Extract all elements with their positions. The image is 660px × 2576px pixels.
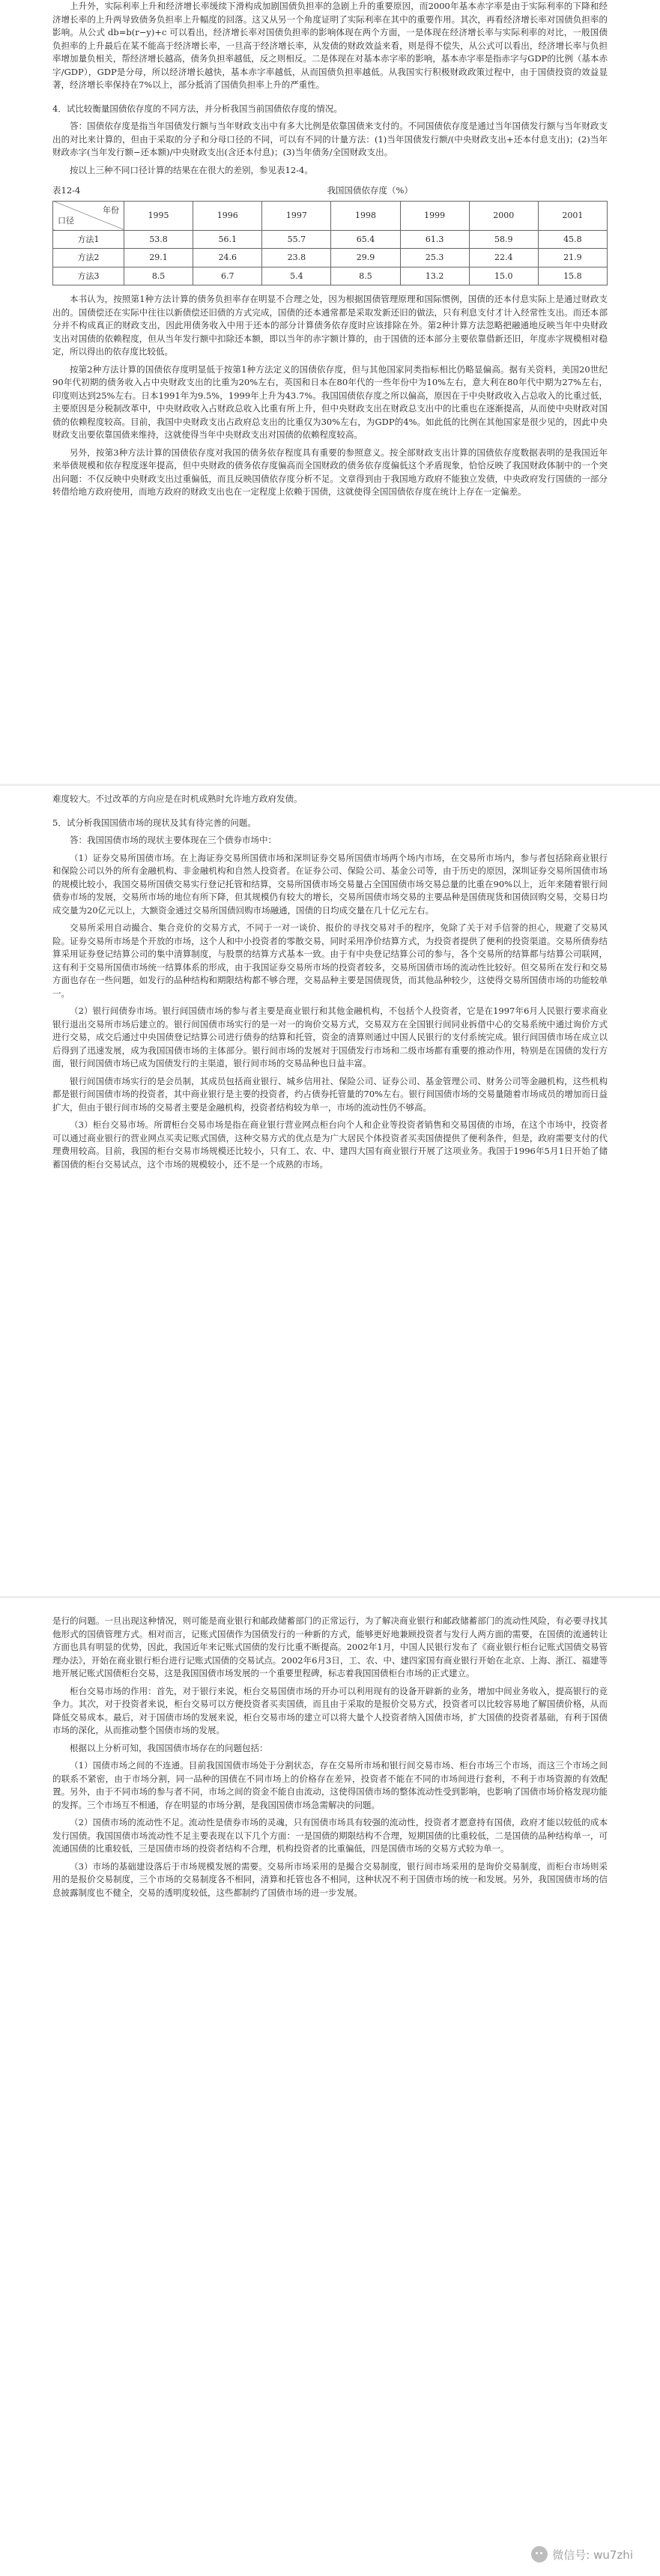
year-header: 2000 — [469, 201, 538, 230]
paragraph: 难度较大。不过改革的方向应是在时机成熟时允许地方政府发债。 — [52, 793, 303, 804]
corner-label-year: 年份 — [103, 205, 119, 215]
paragraph: 银行间国债市场实行的是会员制，其成员包括商业银行、城乡信用社、保险公司、证券公司、基金管理公司、财务公司等金融机构，这些机构都是银行间国债市场的投资者，其中商业银行是主要的投资者，约占债券托管量的70%左右。银行间国债市场的交易量随着市场成员的增加而日益扩大，但由于银行间市场的交易者主要是金融机构，投资者结构较为单一，市场的流动性仍不够高。 — [52, 1075, 608, 1113]
table-header-row — [53, 201, 608, 230]
table-cell: 15.0 — [469, 267, 538, 285]
table-cell: 55.7 — [262, 230, 331, 249]
paragraph: 按第2种方法计算的国债依存度明显低于按第1种方法定义的国债依存度，但与其他国家同类指标相比仍略显偏高。据有关资料，美国20世纪90年代初期的债务收入占中央财政支出的比重为20%左右，英国和日本在80年代的一些年份中为10%左右，意大利在80年代中期为27%左右，印度则达到25%左右。日本1991年为9.5%，1999年上升为43.7%。我国国债依存度之所以偏高，原因在于中央财政收入占总收入的比重过低，主要原因是分税制改革中，中央财政收入占财政总收入比重有所上升，但中央财政支出在财政总支出中的比重也在逐渐提高，从而使中央财政对国债的依赖程度较高。目前，我国中央财政支出占政府总支出的比重仅为30%左右，为GDP的4%。如此低的比例在其他国家是很少见的，因此中央财政支出要依靠国债来维持，这就使得当年中央财政支出对国债的依赖程度较高。 — [52, 363, 608, 440]
document-page-2 — [0, 793, 660, 1579]
table-cell: 29.9 — [331, 249, 400, 267]
table-cell: 13.2 — [400, 267, 469, 285]
table-cell: 29.1 — [124, 249, 193, 267]
paragraph: 上升外，实际利率上升和经济增长率缓续下滑构成加剧国债负担率的急剧上升的重要原因，而2000年基本赤字率是由于实际利率的下降和经济增长率的上升两导致债务负担率上升幅度的回落。这又从另一个角度证明了实际利率在其中的重要作用。其次，再看经济增长率对国债负担率的影响。从公式 db=b(r−y)+c 可以看出，经济增长率对国债负担率的影响体现在两个方面，一是体现在经济增长率与实际利率的对比，一般国债负担率的上升最后在某不能高于经济增长率，一旦高于经济增长率，从发债的财政效益来看，则是得不偿失，从公式可以看出，经济增长率与负担率增加量负相关，帮经济增长越高，债务负担率越低，反之则相反。二是体现在对基本赤字率的影响，基本赤字率是指赤字与GDP的比例（基本赤字/GDP），GDP是分母，所以经济增长越快，基本赤字率越低，从而国债负担率越低。从我国实行积极财政政策过程中，由于国债投资的效益显著，经济增长率保持在7%以上，部分抵消了国债负担率上升的严重性。 — [52, 1, 608, 90]
paragraph: （3）市场的基础建设落后于市场规模发展的需要。交易所市场采用的是撮合交易制度，银行间市场采用的是询价交易制度，而柜台市场则采用的是报价交易制度，三个市场的交易制度各不相同，清算和托管也各不相同，这种状况不利于国债市场的统一和发展。另外，我国国债市场的信息披露制度也不健全，交易的透明度较低，这些都制约了国债市场的进一步发展。 — [52, 1860, 608, 1898]
paragraph: 交易所采用自动撮合、集合竞价的交易方式，不同于一对一谈价、报价的寻找交易对手的程序，免除了关于对手信誉的担心，规避了交易风险。证券交易所市场是个开放的市场，这个人和中小投资者的零散交易，同时采用净价结算方式，为投资者提供了便利的投资渠道。交易所债券结算采用证券登记结算公司的集中清算制度，与股票的结算方式基本一致。由于有中央登记结算公司的参与，各个交易所的结算都与结算公司联网，这有利于交易所国债市场统一结算体系的形成，由于我国证券交易所市场的投资者较多，交易所国债市场的流动性比较好。但交易所在发行和交易方面也存在一些问题，如发行的品种结构和期限结构都不够合理，交易品种主要是国债现货，而其他品种较少，这使得交易所国债市场的功能较单一。 — [52, 922, 608, 999]
table-title — [52, 184, 608, 198]
year-header: 1998 — [331, 201, 400, 230]
table-cell: 22.4 — [469, 249, 538, 267]
paragraph: （2）国债市场的流动性不足。流动性是债券市场的灵魂，只有国债市场具有较强的流动性，投资者才愿意持有国债，政府才能以较低的成本发行国债。我国国债市场流动性不足主要表现在以下几个方面：一是国债的期限结构不合理，短期国债的比重较低，二是国债的品种结构单一，可流通国债的比重较低，三是国债市场的投资者结构不合理，机构投资者的比重偏低，四是国债市场的交易方式较为单一。 — [52, 1817, 608, 1854]
table-cell: 53.8 — [124, 230, 193, 249]
page-separator — [0, 1596, 660, 1598]
paragraph: 答：国债依存度是指当年国债发行额与当年财政支出中有多大比例是依靠国债来支付的。不同国债依存度是通过当年国债发行额与当年财政支出的对比来计算的，但由于采取的分子和分母口径的不同，可以有不同的计量方法：(1)当年国债发行额/(中央财政支出+还本付息支出)；(2)当年财政赤字(当年发行额−还本额)/中央财政支出(含还本付息)；(3)当年债务/全国财政支出。 — [52, 121, 608, 157]
table-cell: 65.4 — [331, 230, 400, 249]
paragraph: 是行的问题。一旦出现这种情况，则可能是商业银行和邮政储蓄部门的正常运行，为了解决商业银行和邮政储蓄部门的流动性风险，有必要寻找其他形式的国债管理方式。相对而言，记账式国债作为国债发行的一种新的方式，能够更好地兼顾投资者与发行人两方面的需要，在国债的流通转让方面也具有明显的优势，因此，我国近年来记账式国债的发行比重不断提高。2002年1月，中国人民银行发布了《商业银行柜台记账式国债交易管理办法》，开始在商业银行柜台进行记账式国债的交易试点。2002年6月3日，工、农、中、建四家国有商业银行开始在北京、上海、浙江、福建等地开展记账式国债柜台交易，这是我国国债市场发展的一个重要里程碑，标志着我国国债柜台市场的正式建立。 — [52, 1615, 608, 1678]
table-corner-cell — [53, 201, 124, 230]
table-cell: 15.8 — [538, 267, 607, 285]
paragraph: （1）国债市场之间的不连通。目前我国国债市场处于分割状态，存在交易所市场和银行间交易市场、柜台市场三个市场，而这三个市场之间的联系不紧密，由于市场分割，同一品种的国债在不同市场上的价格存在差异，投资者不能在不同的市场间进行套利，不利于市场资源的有效配置。另外，由于不同市场的参与者不同，市场之间的资金不能自由流动，这使得国债市场的整体流动性受到影响，也影响了国债市场价格发现功能的发挥。三个市场互不相通，存在明显的市场分割，是我国国债市场急需解决的问题。 — [52, 1760, 608, 1810]
year-header: 1999 — [400, 201, 469, 230]
table-cell: 56.1 — [193, 230, 262, 249]
table-number: 表12-4 — [52, 185, 81, 196]
table-cell: 8.5 — [331, 267, 400, 285]
watermark-text: 微信号: wu7zhi — [552, 2548, 633, 2562]
row-label: 方法3 — [53, 267, 124, 285]
table-row — [53, 230, 608, 249]
paragraph: 根据以上分析可知，我国国债市场存在的问题包括： — [70, 1742, 268, 1753]
table-caption: 我国国债依存度（%） — [327, 185, 413, 196]
table-cell: 23.8 — [262, 249, 331, 267]
document-page-3 — [0, 1615, 660, 2576]
debt-dependency-table — [52, 201, 608, 286]
table-cell: 6.7 — [193, 267, 262, 285]
corner-label-method: 口径 — [58, 216, 74, 226]
table-cell: 8.5 — [124, 267, 193, 285]
year-header: 1997 — [262, 201, 331, 230]
year-header: 2001 — [538, 201, 607, 230]
row-label: 方法2 — [53, 249, 124, 267]
paragraph: 按以上三种不同口径计算的结果在在很大的差别，参见表12-4。 — [70, 164, 313, 175]
table-row — [53, 267, 608, 285]
table-row — [53, 249, 608, 267]
page-separator — [0, 784, 660, 786]
paragraph: （1）证券交易所国债市场。在上海证券交易所国债市场和深圳证券交易所国债市场两个场内市场，在交易所市场内，参与者包括除商业银行和保险公司以外的所有金融机构、非金融机构和自然人投资者。在证券公司、保险公司、基金公司等，由于历史的原因，深圳证券交易所国债市场的规模比较小，我国交易所国债交易实行登记托管和结算，交易所国债市场交易量占全国国债市场交易总量的比重在90%以上，近年来随着银行间债券市场的发展，交易所市场的地位有所下降，但其规模仍有较大的增长，交易所国债市场交易的主要品种是国债现货和国债回购交易，交易日均成交量为20亿元以上，大额资金通过交易所国债回购市场融通，国债的日均成交量在几十亿元左右。 — [52, 852, 608, 916]
table-cell: 5.4 — [262, 267, 331, 285]
wechat-icon — [531, 2546, 548, 2563]
table-cell: 45.8 — [538, 230, 607, 249]
row-label: 方法1 — [53, 230, 124, 249]
table-cell: 24.6 — [193, 249, 262, 267]
question-heading: 5．试分析我国国债市场的现状及其有待完善的问题。 — [52, 817, 256, 828]
table-cell: 58.9 — [469, 230, 538, 249]
year-header: 1996 — [193, 201, 262, 230]
watermark — [531, 2546, 633, 2563]
paragraph: 柜台交易市场的作用：首先，对于银行来说，柜台交易国债市场的开办可以利用现有的设备开辟新的业务，增加中间业务收入，提高银行的竞争力。其次，对于投资者来说，柜台交易可以方便投资者买卖国债，而且由于采取的是报价交易方式，投资者可以比较容易地了解国债价格，从而降低交易成本。最后，对于国债市场的发展来说，柜台交易市场的建立可以将大量个人投资者纳入国债市场，扩大国债的投资者基础，有利于国债市场的深化，从而推动整个国债市场的发展。 — [52, 1685, 608, 1735]
paragraph: 本书认为，按照第1种方法计算的债务负担率存在明显不合理之处，因为根据国债管理原理和国际惯例，国债的还本付息实际上是通过财政支出的。国债偿还在实际中往往以新债偿还旧债的方式完成，国债的还本通常都是采取发新还旧的做法，只有利息支付才计入经常性支出。而还本部分并不构成真正的财政支出，因此用债务收入中用于还本的部分计算债务依存度时应该排除在外。第2种计算方法忽略把融通地反映当年中央财政支出对国债的依赖程度，但从当年发行额中扣除还本额，即以当年的赤字额计算的，由于国债的还本部分主要依靠借新还旧，年度赤字规模相对稳定，所以得出的依存度比较低。 — [52, 294, 608, 357]
table-cell: 21.9 — [538, 249, 607, 267]
document-page-1 — [0, 0, 660, 779]
paragraph: 另外，按第3种方法计算的国债依存度对我国的债务依存程度具有重要的参照意义。按全部财政支出计算的国债依存度数据表明的是我国近年来举债规模和依存程度逐年提高，但中央财政的债务依存度偏高而全国财政的债务依存度偏低这个矛盾现象，恰恰反映了我国财政体制中的一个突出问题：不仅反映中央财政支出过重偏低，而且反映国债依存度分析不足。文章得到由于我国地方政府不能独立发债，中央政府发行国债的一部分转借给地方政府使用，而地方政府的财政支出也在一定程度上依赖于国债，这就使得全国国债依存度在统计上存在一定偏差。 — [52, 447, 608, 497]
question-heading: 4．试比较衡量国债依存度的不同方法，并分析我国当前国债依存度的情况。 — [52, 103, 342, 114]
table-cell: 61.3 — [400, 230, 469, 249]
year-header: 1995 — [124, 201, 193, 230]
paragraph: 答：我国国债市场的现状主要体现在三个债券市场中： — [70, 835, 276, 845]
paragraph: （2）银行间债券市场。银行间国债市场的参与者主要是商业银行和其他金融机构，不包括个人投资者，它是在1997年6月人民银行要求商业银行退出交易所市场后建立的。银行间国债市场实行的是一对一的询价交易方式，交易双方在全国银行间同业拆借中心的交易系统中通过询价方式进行交易，成交后通过中央国债登记结算公司进行债券的结算和托管，资金的清算则通过中国人民银行的支付系统完成。银行间国债市场在成立以后得到了迅速发展，成为我国国债市场的主体部分。银行间市场的发展对于国债发行市场和二级市场都有重要的推动作用，特别是在国债的发行方面，银行间国债市场已成为国债发行的主渠道，银行间市场的交易品种也日益丰富。 — [52, 1006, 608, 1068]
paragraph: （3）柜台交易市场。所谓柜台交易市场是指在商业银行营业网点柜台向个人和企业等投资者销售和交易国债的市场，在这个市场中，投资者可以通过商业银行的营业网点买卖记账式国债，这种交易方式的优点是为广大居民个体投资者买卖国债提供了便利条件，但是，政府需要支付的代理费用较高。目前，我国的柜台交易市场规模还比较小，只有工、农、中、建四大国有商业银行开展了这项业务。我国于1996年5月1日开始了储蓄国债的柜台交易试点，这个市场的规模较小，还不是一个成熟的市场。 — [52, 1119, 608, 1170]
table-cell: 25.3 — [400, 249, 469, 267]
